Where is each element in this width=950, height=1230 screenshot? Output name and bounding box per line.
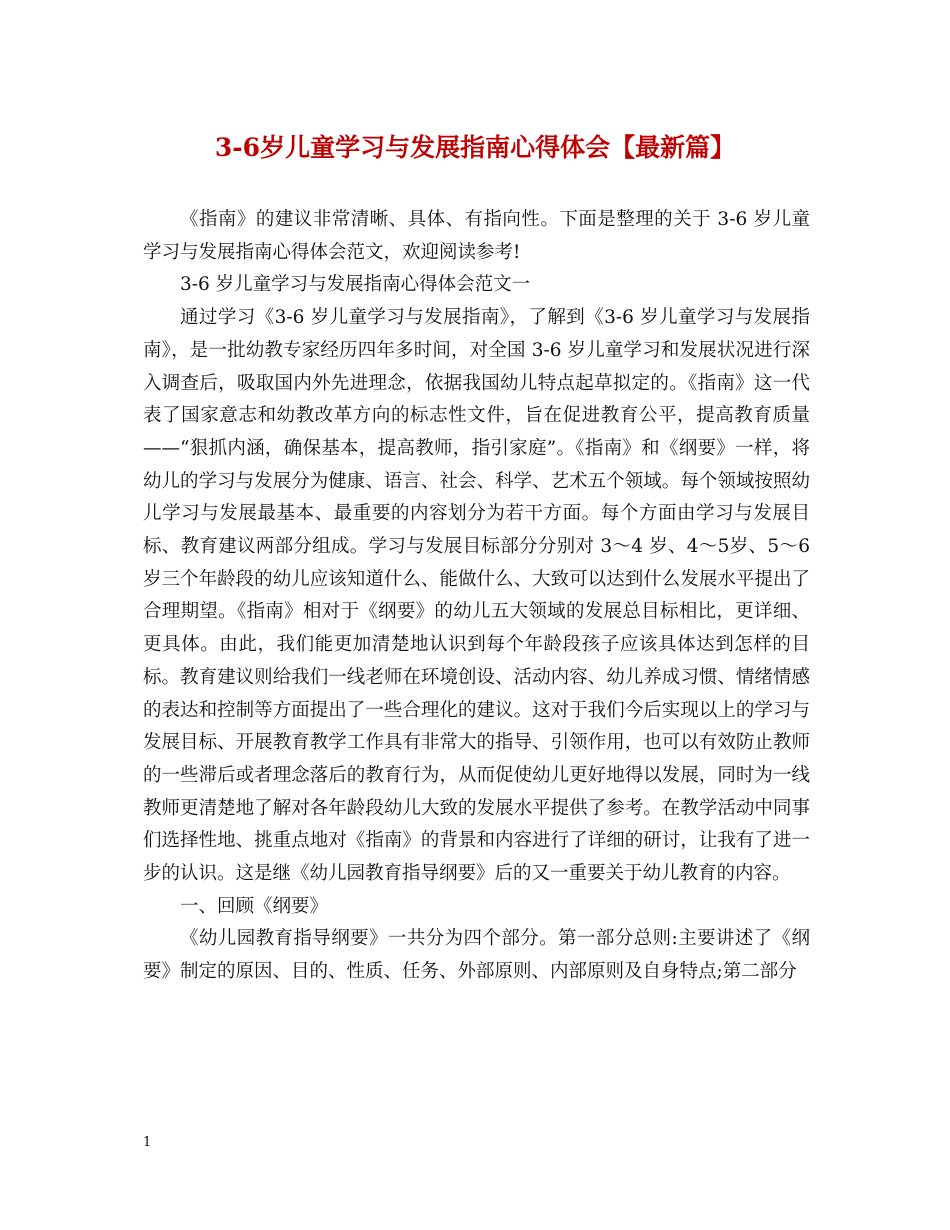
section-heading-sample-one: 3-6 岁儿童学习与发展指南心得体会范文一 xyxy=(180,274,531,296)
document-title: 3-6岁儿童学习与发展指南心得体会【最新篇】 xyxy=(214,133,736,162)
page-number: 1 xyxy=(143,1135,152,1150)
document-body xyxy=(143,204,810,989)
section-heading-review: 一、回顾《纲要》 xyxy=(180,895,329,917)
body-paragraph: 《幼儿园教育指导纲要》一共分为四个部分。第一部分总则:主要讲述了《纲要》制定的原因、目的、性质、任务、外部原则、内部原则及自身特点;第二部分 xyxy=(143,928,810,983)
body-paragraph: 通过学习《3-6 岁儿童学习与发展指南》，了解到《3-6 岁儿童学习与发展指南》，是一批幼教专家经历四年多时间，对全国 3-6 岁儿童学习和发展状况进行深入调查后，吸取国内外先进理念，依据我国幼儿特点起草拟定的。《指南》这一代表了国家意志和幼教改革方向的标志性文件，旨在促进教育公平，提高教育质量——“狠抓内涵，确保基本，提高教师，指引家庭”。《指南》和《纲要》一样，将幼儿的学习与发展分为健康、语言、社会、科学、艺术五个领域。每个领域按照幼儿学习与发展最基本、最重要的内容划分为若干方面。每个方面由学习与发展目标、教育建议两部分组成。学习与发展目标部分分别对 3～4 岁、4～5岁、5～6 岁三个年龄段的幼儿应该知道什么、能做什么、大致可以达到什么发展水平提出了合理期望。《指南》相对于《纲要》的幼儿五大领域的发展总目标相比，更详细、更具体。由此，我们能更加清楚地认识到每个年龄段孩子应该具体达到怎样的目标。教育建议则给我们一线老师在环境创设、活动内容、幼儿养成习惯、情绪情感的表达和控制等方面提出了一些合理化的建议。这对于我们今后实现以上的学习与发展目标、开展教育教学工作具有非常大的指导、引领作用，也可以有效防止教师的一些滞后或者理念落后的教育行为，从而促使幼儿更好地得以发展，同时为一线教师更清楚地了解对各年龄段幼儿大致的发展水平提供了参考。在教学活动中同事们选择性地、挑重点地对《指南》的背景和内容进行了详细的研讨，让我有了进一步的认识。这是继《幼儿园教育指导纲要》后的又一重要关于幼儿教育的内容。 xyxy=(143,307,810,885)
intro-paragraph: 《指南》的建议非常清晰、具体、有指向性。下面是整理的关于 3-6 岁儿童学习与发展指南心得体会范文，欢迎阅读参考! xyxy=(143,209,810,263)
